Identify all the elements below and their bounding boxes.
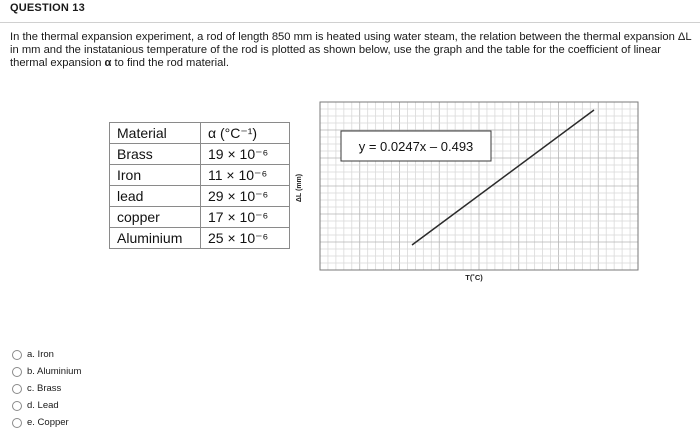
table-cell-alpha: 17 × 10⁻⁶	[201, 207, 290, 228]
option-b[interactable]	[12, 363, 81, 380]
radio-button[interactable]	[12, 418, 22, 428]
table-cell-material: lead	[110, 186, 201, 207]
equation-label: y = 0.0247x – 0.493	[358, 139, 474, 154]
x-axis-label: T(˚C)	[465, 273, 483, 282]
chart-grid	[320, 102, 638, 270]
radio-button[interactable]	[12, 350, 22, 360]
table-cell-material: Iron	[110, 165, 201, 186]
question-title: QUESTION 13	[10, 2, 85, 14]
y-axis-label: ΔL (mm)	[296, 173, 303, 203]
table-cell-alpha: 19 × 10⁻⁶	[201, 144, 290, 165]
radio-button[interactable]	[12, 384, 22, 394]
option-label: d. Lead	[27, 400, 59, 411]
table-cell-material: copper	[110, 207, 201, 228]
question-text	[10, 31, 698, 70]
option-label: b. Aluminium	[27, 366, 82, 377]
question-header	[0, 0, 700, 23]
radio-button[interactable]	[12, 401, 22, 411]
alpha-symbol: α	[104, 57, 112, 69]
table-header-alpha: α (°C⁻¹)	[201, 123, 290, 144]
coefficient-table	[109, 122, 290, 249]
option-label: a. Iron	[27, 349, 54, 360]
expansion-chart	[292, 100, 642, 286]
option-a[interactable]	[12, 346, 81, 363]
question-text-main: In the thermal expansion experiment, a rod of length 850 mm is heated using water steam, the relation between the thermal expansion ΔL in mm and the instatanious temperature of the rod is plotted as shown below, use the graph and the table for the coefficient of linear thermal expansion	[10, 31, 692, 69]
table-cell-alpha: 29 × 10⁻⁶	[201, 186, 290, 207]
table-cell-alpha: 11 × 10⁻⁶	[201, 165, 290, 186]
table-row	[110, 165, 290, 186]
table-cell-material: Aluminium	[110, 228, 201, 249]
table-header-row	[110, 123, 290, 144]
option-c[interactable]	[12, 380, 81, 397]
table-row	[110, 186, 290, 207]
radio-button[interactable]	[12, 367, 22, 377]
option-d[interactable]	[12, 397, 81, 414]
question-text-end: to find the rod material.	[111, 57, 229, 69]
table-row	[110, 144, 290, 165]
answer-options	[12, 346, 81, 431]
option-label: e. Copper	[27, 417, 69, 428]
table-row	[110, 207, 290, 228]
table-row	[110, 228, 290, 249]
table-cell-material: Brass	[110, 144, 201, 165]
option-e[interactable]	[12, 414, 81, 431]
table-cell-alpha: 25 × 10⁻⁶	[201, 228, 290, 249]
table-header-material: Material	[110, 123, 201, 144]
option-label: c. Brass	[27, 383, 62, 394]
